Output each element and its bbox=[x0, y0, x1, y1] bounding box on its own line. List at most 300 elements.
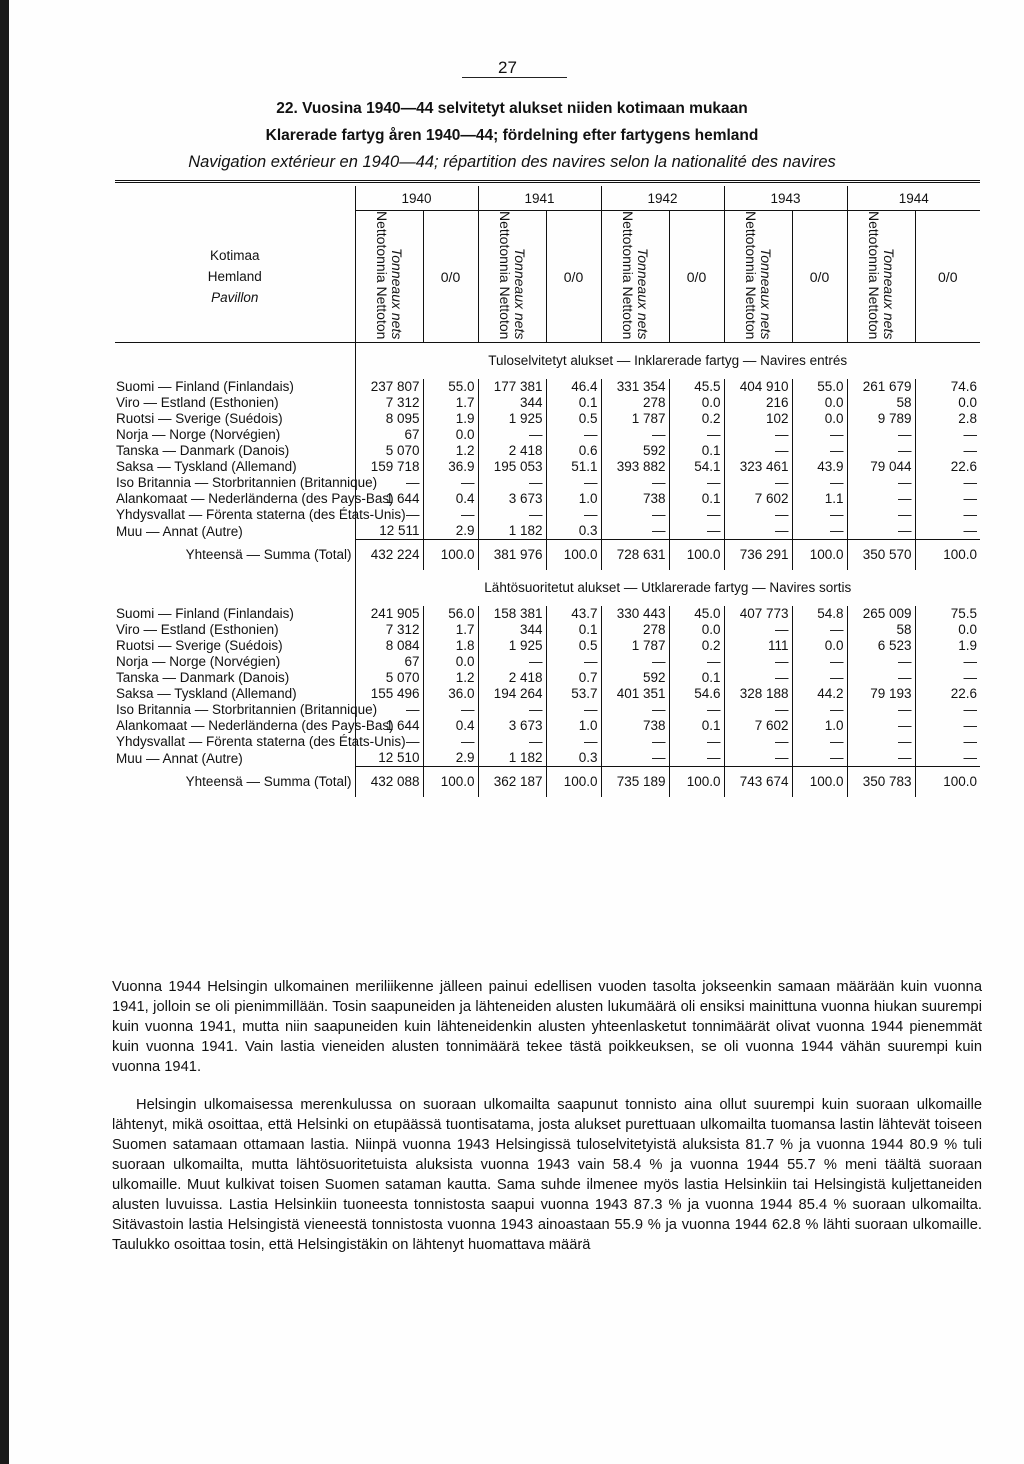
net-tons-label: Nettotonnia Nettoton bbox=[497, 211, 513, 340]
percent-cell: 2.8 bbox=[958, 411, 977, 427]
net-tons-cell: 261 679 bbox=[847, 379, 915, 395]
net-tons-cell: — bbox=[847, 491, 915, 507]
net-tons-cell: — bbox=[478, 507, 546, 523]
row-label: Ruotsi — Sverige (Suédois) bbox=[115, 411, 355, 427]
row-label: Muu — Annat (Autre) bbox=[115, 750, 355, 767]
percent-cell: 0.5 bbox=[546, 411, 601, 427]
paragraph-1: Vuonna 1944 Helsingin ulkomainen meriliikenne jälleen painui edellisen vuoden tasolta jokseenkin samaan määrään kuin vuonna 1941, jolloin se oli pienimmillään. Tosin saapuneiden ja lähteneiden alusten lukumäärä oli ensiksi mainittuna vuonna hiukan suurempi kuin vuonna 1941, mutta niin saapuneiden kuin lähteneidenkin alusten yhteenlasketut tonnimäärät olivat vuonna 1944 pienemmät kuin vuonna 1941. Vain lastia vieneiden alusten tonnimäärä tekee tästä poikkeuksen, se oli vuonna 1944 vähän suurempi kuin vuonna 1941. bbox=[112, 978, 982, 1075]
percent-cell: — bbox=[963, 734, 977, 750]
table-row bbox=[115, 686, 980, 702]
total-percent-cell: 100.0 bbox=[546, 767, 601, 798]
total-percent-cell: 100.0 bbox=[423, 767, 478, 798]
percent-cell: — bbox=[792, 654, 847, 670]
net-tons-cell: — bbox=[724, 523, 792, 540]
table-row bbox=[115, 718, 980, 734]
total-net-tons-cell: 735 189 bbox=[601, 767, 669, 798]
percent-cell: 0.0 bbox=[958, 622, 977, 638]
percent-cell: — bbox=[792, 750, 847, 767]
net-tons-cell: 8 095 bbox=[355, 411, 423, 427]
net-tons-cell: — bbox=[478, 427, 546, 443]
net-tons-cell: — bbox=[601, 702, 669, 718]
stub-header-fi: Kotimaa bbox=[209, 247, 260, 263]
percent-cell: — bbox=[669, 750, 724, 767]
net-tons-cell: 67 bbox=[355, 427, 423, 443]
net-tons-cell: 1 182 bbox=[478, 523, 546, 540]
percent-cell: — bbox=[963, 427, 977, 443]
net-tons-cell: 194 264 bbox=[478, 686, 546, 702]
title-finnish: 22. Vuosina 1940—44 selvitetyt alukset niiden kotimaan mukaan bbox=[276, 100, 748, 117]
percent-cell: 46.4 bbox=[546, 379, 601, 395]
net-tons-cell: 195 053 bbox=[478, 459, 546, 475]
percent-cell: 22.6 bbox=[950, 459, 977, 475]
total-net-tons-cell: 432 224 bbox=[355, 540, 423, 571]
section-title-row bbox=[115, 570, 980, 606]
net-tons-cell: 58 bbox=[847, 395, 915, 411]
net-tons-cell: 111 bbox=[724, 638, 792, 654]
percent-cell: 0.2 bbox=[669, 411, 724, 427]
percent-cell: — bbox=[669, 507, 724, 523]
percent-cell: 0.2 bbox=[669, 638, 724, 654]
year-header-1943: 1943 bbox=[724, 186, 847, 211]
percent-cell: 74.6 bbox=[950, 379, 977, 395]
percent-cell: — bbox=[546, 427, 601, 443]
percent-cell: 0.6 bbox=[546, 443, 601, 459]
stub-header bbox=[115, 211, 355, 343]
section-title-row bbox=[115, 343, 980, 380]
percent-cell: — bbox=[546, 654, 601, 670]
net-tons-label-fr: Tonneaux nets bbox=[881, 248, 897, 340]
statistics-table bbox=[115, 180, 980, 797]
percent-cell: 36.9 bbox=[423, 459, 478, 475]
table-row bbox=[115, 702, 980, 718]
total-percent-cell: 100.0 bbox=[792, 767, 847, 798]
net-tons-label: Nettotonnia Nettoton bbox=[866, 211, 882, 340]
net-tons-cell: — bbox=[724, 750, 792, 767]
total-percent-cell: 100.0 bbox=[669, 540, 724, 571]
percent-cell: — bbox=[669, 523, 724, 540]
paragraph-2: Helsingin ulkomaisessa merenkulussa on suoraan ulkomailta saapunut tonnisto aina ollut suurempi kuin suoraan ulkomaille lähtenyt, mikä osoittaa, että Helsinki on etupäässä tuontisatama, josta alukset purettuaan ulkomailta tuomansa lastin lähtevät toiseen Suomen satamaan ottamaan lastia. Niinpä vuonna 1943 Helsingissä tuloselvitetyistä aluksista 81.7 % ja vuonna 1944 80.9 % tuli suoraan ulkomailta, mutta lähtösuoritetuista aluksista vuonna 1943 vain 58.4 % ja vuonna 1944 55.7 % meni täältä suoraan ulkomaille. Muut kulkivat toisen Suomen sataman kautta. Sama suhde ilmenee myös lastia Helsinkiin tai Helsingistä kuljettaneiden alusten luvuissa. Lastia Helsinkiin tuoneesta tonnistosta saapui vuonna 1943 87.3 % ja vuonna 1944 85.4 % suoraan ulkomailta. Sitävastoin lastia Helsingistä vieneestä tonnistosta vuonna 1943 ainoastaan 55.9 % ja vuonna 1944 62.8 % lähti suoraan ulkomaille. Taulukko osoittaa tosin, että Helsingistäkin on lähtenyt huomattava määrä bbox=[112, 1096, 982, 1253]
percent-cell: 1.0 bbox=[546, 491, 601, 507]
net-tons-cell: 58 bbox=[847, 622, 915, 638]
total-net-tons-cell: 728 631 bbox=[601, 540, 669, 571]
table-row bbox=[115, 459, 980, 475]
percent-cell: — bbox=[792, 734, 847, 750]
net-tons-cell: 7 602 bbox=[724, 718, 792, 734]
percent-cell: 53.7 bbox=[546, 686, 601, 702]
net-tons-cell: 155 496 bbox=[355, 686, 423, 702]
net-tons-cell: 12 511 bbox=[355, 523, 423, 540]
net-tons-cell: 1 787 bbox=[601, 411, 669, 427]
title-swedish: Klarerade fartyg åren 1940—44; fördelning efter fartygens hemland bbox=[265, 127, 759, 144]
net-tons-cell: 278 bbox=[601, 622, 669, 638]
row-label: Saksa — Tyskland (Allemand) bbox=[115, 686, 355, 702]
net-tons-cell: 9 789 bbox=[847, 411, 915, 427]
percent-cell: 0.1 bbox=[669, 670, 724, 686]
net-tons-label-fr: Tonneaux nets bbox=[758, 248, 774, 340]
total-label: Yhteensä — Summa (Total) bbox=[115, 767, 355, 798]
net-tons-cell: 67 bbox=[355, 654, 423, 670]
percent-cell: 51.1 bbox=[546, 459, 601, 475]
percent-cell: 56.0 bbox=[423, 606, 478, 622]
pct-header-1940: 0/0 bbox=[423, 211, 478, 343]
net-tons-cell: 1 182 bbox=[478, 750, 546, 767]
row-label: Iso Britannia — Storbritannien (Britannique) bbox=[116, 475, 378, 491]
year-header-1940: 1940 bbox=[355, 186, 478, 211]
row-label: Alankomaat — Nederländerna (des Pays-Bas) bbox=[116, 718, 394, 734]
percent-cell: 0.1 bbox=[669, 718, 724, 734]
row-label: Muu — Annat (Autre) bbox=[115, 523, 355, 540]
row-label: Iso Britannia — Storbritannien (Britannique) bbox=[116, 702, 378, 718]
percent-cell: 1.1 bbox=[792, 491, 847, 507]
total-net-tons-cell: 350 783 bbox=[847, 767, 915, 798]
table-row bbox=[115, 670, 980, 686]
net-tons-cell: — bbox=[724, 622, 792, 638]
net-tons-cell: 1 787 bbox=[601, 638, 669, 654]
net-tons-cell: — bbox=[478, 734, 546, 750]
row-label: Yhdysvallat — Förenta staterna (des États-Unis) bbox=[116, 507, 406, 523]
percent-cell: 1.9 bbox=[958, 638, 977, 654]
percent-cell: 0.0 bbox=[958, 395, 977, 411]
percent-cell: 0.0 bbox=[423, 427, 478, 443]
net-tons-cell: — bbox=[601, 427, 669, 443]
percent-cell: 0.0 bbox=[423, 654, 478, 670]
percent-cell: 1.8 bbox=[423, 638, 478, 654]
total-percent-cell: 100.0 bbox=[915, 767, 980, 798]
net-tons-cell: — bbox=[724, 670, 792, 686]
table-body bbox=[115, 343, 980, 798]
percent-cell: — bbox=[963, 475, 977, 491]
net-tons-cell: — bbox=[601, 523, 669, 540]
percent-cell: 54.8 bbox=[792, 606, 847, 622]
table-row bbox=[115, 379, 980, 395]
net-tons-cell: 265 009 bbox=[847, 606, 915, 622]
net-tons-cell: 12 510 bbox=[355, 750, 423, 767]
table-row bbox=[115, 523, 980, 540]
net-tons-cell: 344 bbox=[478, 395, 546, 411]
percent-cell: 2.9 bbox=[423, 523, 478, 540]
row-label: Tanska — Danmark (Danois) bbox=[115, 670, 355, 686]
total-net-tons-cell: 381 976 bbox=[478, 540, 546, 571]
percent-cell: 0.0 bbox=[792, 638, 847, 654]
percent-cell: — bbox=[963, 750, 977, 766]
percent-cell: 43.9 bbox=[792, 459, 847, 475]
net-tons-cell: — bbox=[724, 654, 792, 670]
table-row bbox=[115, 507, 980, 523]
net-tons-cell: 7 312 bbox=[355, 622, 423, 638]
net-tons-cell: 407 773 bbox=[724, 606, 792, 622]
year-header-1941: 1941 bbox=[478, 186, 601, 211]
percent-cell: — bbox=[963, 507, 977, 523]
percent-cell: — bbox=[423, 507, 478, 523]
percent-cell: — bbox=[669, 654, 724, 670]
percent-cell: — bbox=[423, 734, 478, 750]
net-tons-cell: 2 418 bbox=[478, 670, 546, 686]
percent-cell: 0.1 bbox=[669, 443, 724, 459]
row-label: Viro — Estland (Esthonien) bbox=[115, 622, 355, 638]
total-net-tons-cell: 350 570 bbox=[847, 540, 915, 571]
percent-cell: — bbox=[546, 734, 601, 750]
stub-header-fr: Pavillon bbox=[211, 289, 259, 305]
percent-cell: — bbox=[669, 427, 724, 443]
scan-edge bbox=[0, 0, 9, 1464]
percent-cell: 0.1 bbox=[669, 491, 724, 507]
year-header-1942: 1942 bbox=[601, 186, 724, 211]
net-tons-cell: 7 312 bbox=[355, 395, 423, 411]
net-tons-cell: 159 718 bbox=[355, 459, 423, 475]
net-tons-cell: — bbox=[847, 427, 915, 443]
percent-cell: 0.0 bbox=[669, 395, 724, 411]
pct-header-1941: 0/0 bbox=[546, 211, 601, 343]
percent-cell: 54.6 bbox=[669, 686, 724, 702]
percent-cell: 0.3 bbox=[546, 523, 601, 540]
percent-cell: 1.0 bbox=[792, 718, 847, 734]
percent-cell: 2.9 bbox=[423, 750, 478, 767]
net-tons-cell: — bbox=[847, 750, 915, 767]
net-tons-cell: — bbox=[847, 702, 915, 718]
table-row bbox=[115, 395, 980, 411]
percent-cell: 0.4 bbox=[423, 718, 478, 734]
net-tons-cell: — bbox=[724, 734, 792, 750]
net-tons-cell: 6 523 bbox=[847, 638, 915, 654]
net-tons-header-1943 bbox=[724, 211, 792, 343]
percent-cell: 0.4 bbox=[423, 491, 478, 507]
net-tons-label: Nettotonnia Nettoton bbox=[374, 211, 390, 340]
percent-cell: — bbox=[423, 702, 478, 718]
net-tons-cell: — bbox=[847, 523, 915, 540]
percent-cell: 36.0 bbox=[423, 686, 478, 702]
table-row bbox=[115, 606, 980, 622]
page-number-rule bbox=[462, 77, 567, 78]
percent-cell: — bbox=[963, 523, 977, 539]
net-tons-cell: 5 070 bbox=[355, 670, 423, 686]
net-tons-label-fr: Tonneaux nets bbox=[389, 248, 405, 340]
net-tons-cell: 393 882 bbox=[601, 459, 669, 475]
percent-cell: 1.2 bbox=[423, 443, 478, 459]
percent-cell: — bbox=[963, 491, 977, 507]
row-label: Tanska — Danmark (Danois) bbox=[115, 443, 355, 459]
stub-header-top bbox=[115, 186, 355, 211]
net-tons-cell: 241 905 bbox=[355, 606, 423, 622]
net-tons-cell: — bbox=[847, 654, 915, 670]
net-tons-cell: 344 bbox=[478, 622, 546, 638]
percent-cell: 1.7 bbox=[423, 622, 478, 638]
net-tons-cell: 738 bbox=[601, 718, 669, 734]
net-tons-cell: — bbox=[478, 654, 546, 670]
percent-cell: 0.5 bbox=[546, 638, 601, 654]
percent-cell: — bbox=[792, 443, 847, 459]
table-row bbox=[115, 734, 980, 750]
net-tons-cell: — bbox=[724, 427, 792, 443]
percent-cell: 1.2 bbox=[423, 670, 478, 686]
net-tons-header-1940 bbox=[355, 211, 423, 343]
year-header-row bbox=[115, 186, 980, 211]
net-tons-cell: 79 044 bbox=[847, 459, 915, 475]
total-percent-cell: 100.0 bbox=[792, 540, 847, 571]
net-tons-cell: 331 354 bbox=[601, 379, 669, 395]
table-row bbox=[115, 411, 980, 427]
percent-cell: — bbox=[792, 523, 847, 540]
stub-header-sv: Hemland bbox=[207, 268, 262, 284]
net-tons-cell: — bbox=[601, 475, 669, 491]
percent-cell: — bbox=[792, 670, 847, 686]
row-label: Saksa — Tyskland (Allemand) bbox=[115, 459, 355, 475]
net-tons-cell: 1 644 bbox=[355, 491, 423, 507]
total-label: Yhteensä — Summa (Total) bbox=[115, 540, 355, 571]
percent-cell: — bbox=[792, 702, 847, 718]
table-row bbox=[115, 750, 980, 767]
percent-cell: — bbox=[792, 475, 847, 491]
row-label: Suomi — Finland (Finlandais) bbox=[115, 606, 355, 622]
net-tons-label: Nettotonnia Nettoton bbox=[743, 211, 759, 340]
total-percent-cell: 100.0 bbox=[915, 540, 980, 571]
net-tons-cell: — bbox=[724, 443, 792, 459]
net-tons-label-fr: Tonneaux nets bbox=[512, 248, 528, 340]
net-tons-cell: 79 193 bbox=[847, 686, 915, 702]
percent-cell: — bbox=[792, 507, 847, 523]
net-tons-header-1942 bbox=[601, 211, 669, 343]
net-tons-cell: — bbox=[478, 702, 546, 718]
percent-cell: 75.5 bbox=[950, 606, 977, 622]
total-net-tons-cell: 362 187 bbox=[478, 767, 546, 798]
percent-cell: 0.3 bbox=[546, 750, 601, 767]
row-label: Norja — Norge (Norvégien) bbox=[115, 654, 355, 670]
net-tons-cell: 323 461 bbox=[724, 459, 792, 475]
total-row bbox=[115, 540, 980, 571]
net-tons-cell: 401 351 bbox=[601, 686, 669, 702]
net-tons-cell: — bbox=[355, 734, 423, 750]
net-tons-cell: — bbox=[355, 702, 423, 718]
net-tons-cell: — bbox=[601, 734, 669, 750]
net-tons-header-1941 bbox=[478, 211, 546, 343]
total-net-tons-cell: 736 291 bbox=[724, 540, 792, 571]
pct-header-1944: 0/0 bbox=[915, 211, 980, 343]
net-tons-cell: — bbox=[724, 507, 792, 523]
percent-cell: — bbox=[963, 670, 977, 686]
row-label: Ruotsi — Sverige (Suédois) bbox=[115, 638, 355, 654]
percent-cell: 0.0 bbox=[669, 622, 724, 638]
net-tons-cell: — bbox=[847, 475, 915, 491]
row-label: Suomi — Finland (Finlandais) bbox=[115, 379, 355, 395]
percent-cell: 22.6 bbox=[950, 686, 977, 702]
year-header-1944: 1944 bbox=[847, 186, 980, 211]
net-tons-header-1944 bbox=[847, 211, 915, 343]
net-tons-cell: 404 910 bbox=[724, 379, 792, 395]
net-tons-cell: — bbox=[724, 702, 792, 718]
total-percent-cell: 100.0 bbox=[546, 540, 601, 571]
net-tons-label: Nettotonnia Nettoton bbox=[620, 211, 636, 340]
net-tons-cell: 2 418 bbox=[478, 443, 546, 459]
net-tons-label-fr: Tonneaux nets bbox=[635, 248, 651, 340]
percent-cell: 55.0 bbox=[423, 379, 478, 395]
net-tons-cell: — bbox=[601, 507, 669, 523]
net-tons-cell: 278 bbox=[601, 395, 669, 411]
net-tons-cell: — bbox=[601, 654, 669, 670]
net-tons-cell: — bbox=[847, 734, 915, 750]
percent-cell: — bbox=[792, 427, 847, 443]
percent-cell: 0.7 bbox=[546, 670, 601, 686]
net-tons-cell: 158 381 bbox=[478, 606, 546, 622]
page-number: 27 bbox=[498, 58, 517, 77]
net-tons-cell: — bbox=[355, 507, 423, 523]
net-tons-cell: 592 bbox=[601, 670, 669, 686]
total-percent-cell: 100.0 bbox=[669, 767, 724, 798]
percent-cell: — bbox=[546, 475, 601, 491]
row-label: Yhdysvallat — Förenta staterna (des États-Unis) bbox=[116, 734, 406, 750]
percent-cell: — bbox=[963, 718, 977, 734]
table-row bbox=[115, 654, 980, 670]
table-row bbox=[115, 443, 980, 459]
table-row bbox=[115, 491, 980, 507]
percent-cell: 54.1 bbox=[669, 459, 724, 475]
total-net-tons-cell: 743 674 bbox=[724, 767, 792, 798]
net-tons-cell: 1 925 bbox=[478, 638, 546, 654]
percent-cell: 45.5 bbox=[669, 379, 724, 395]
row-label: Alankomaat — Nederländerna (des Pays-Bas) bbox=[116, 491, 394, 507]
net-tons-cell: — bbox=[847, 670, 915, 686]
net-tons-cell: 7 602 bbox=[724, 491, 792, 507]
statistics-table-wrapper bbox=[115, 180, 980, 797]
percent-cell: — bbox=[792, 622, 847, 638]
percent-cell: 43.7 bbox=[546, 606, 601, 622]
table-row bbox=[115, 638, 980, 654]
net-tons-cell: 177 381 bbox=[478, 379, 546, 395]
net-tons-cell: 3 673 bbox=[478, 718, 546, 734]
percent-cell: — bbox=[963, 443, 977, 459]
percent-cell: — bbox=[546, 507, 601, 523]
net-tons-cell: 237 807 bbox=[355, 379, 423, 395]
net-tons-cell: 3 673 bbox=[478, 491, 546, 507]
net-tons-cell: — bbox=[847, 443, 915, 459]
table-row bbox=[115, 427, 980, 443]
percent-cell: — bbox=[423, 475, 478, 491]
percent-cell: 1.7 bbox=[423, 395, 478, 411]
row-label: Norja — Norge (Norvégien) bbox=[115, 427, 355, 443]
column-header-row bbox=[115, 211, 980, 343]
percent-cell: — bbox=[669, 702, 724, 718]
row-label: Viro — Estland (Esthonien) bbox=[115, 395, 355, 411]
section-title: Tuloselvitetyt alukset — Inklarerade fartyg — Navires entrés bbox=[488, 353, 848, 369]
net-tons-cell: — bbox=[601, 750, 669, 767]
title-french: Navigation extérieur en 1940—44; répartition des navires selon la nationalité des navires bbox=[188, 153, 836, 171]
net-tons-cell: 1 644 bbox=[355, 718, 423, 734]
percent-cell: — bbox=[963, 702, 977, 718]
percent-cell: — bbox=[669, 734, 724, 750]
net-tons-cell: 216 bbox=[724, 395, 792, 411]
percent-cell: — bbox=[669, 475, 724, 491]
total-percent-cell: 100.0 bbox=[423, 540, 478, 571]
net-tons-cell: — bbox=[847, 507, 915, 523]
net-tons-cell: 330 443 bbox=[601, 606, 669, 622]
total-row bbox=[115, 767, 980, 798]
percent-cell: 55.0 bbox=[792, 379, 847, 395]
percent-cell: 1.0 bbox=[546, 718, 601, 734]
percent-cell: 0.0 bbox=[792, 395, 847, 411]
percent-cell: 44.2 bbox=[792, 686, 847, 702]
percent-cell: — bbox=[963, 654, 977, 670]
total-net-tons-cell: 432 088 bbox=[355, 767, 423, 798]
section-stub-blank bbox=[115, 570, 355, 606]
section-stub-blank bbox=[115, 343, 355, 380]
net-tons-cell: — bbox=[478, 475, 546, 491]
pct-header-1942: 0/0 bbox=[669, 211, 724, 343]
net-tons-cell: 592 bbox=[601, 443, 669, 459]
pct-header-1943: 0/0 bbox=[792, 211, 847, 343]
net-tons-cell: 102 bbox=[724, 411, 792, 427]
percent-cell: 1.9 bbox=[423, 411, 478, 427]
net-tons-cell: — bbox=[724, 475, 792, 491]
net-tons-cell: 1 925 bbox=[478, 411, 546, 427]
net-tons-cell: — bbox=[847, 718, 915, 734]
